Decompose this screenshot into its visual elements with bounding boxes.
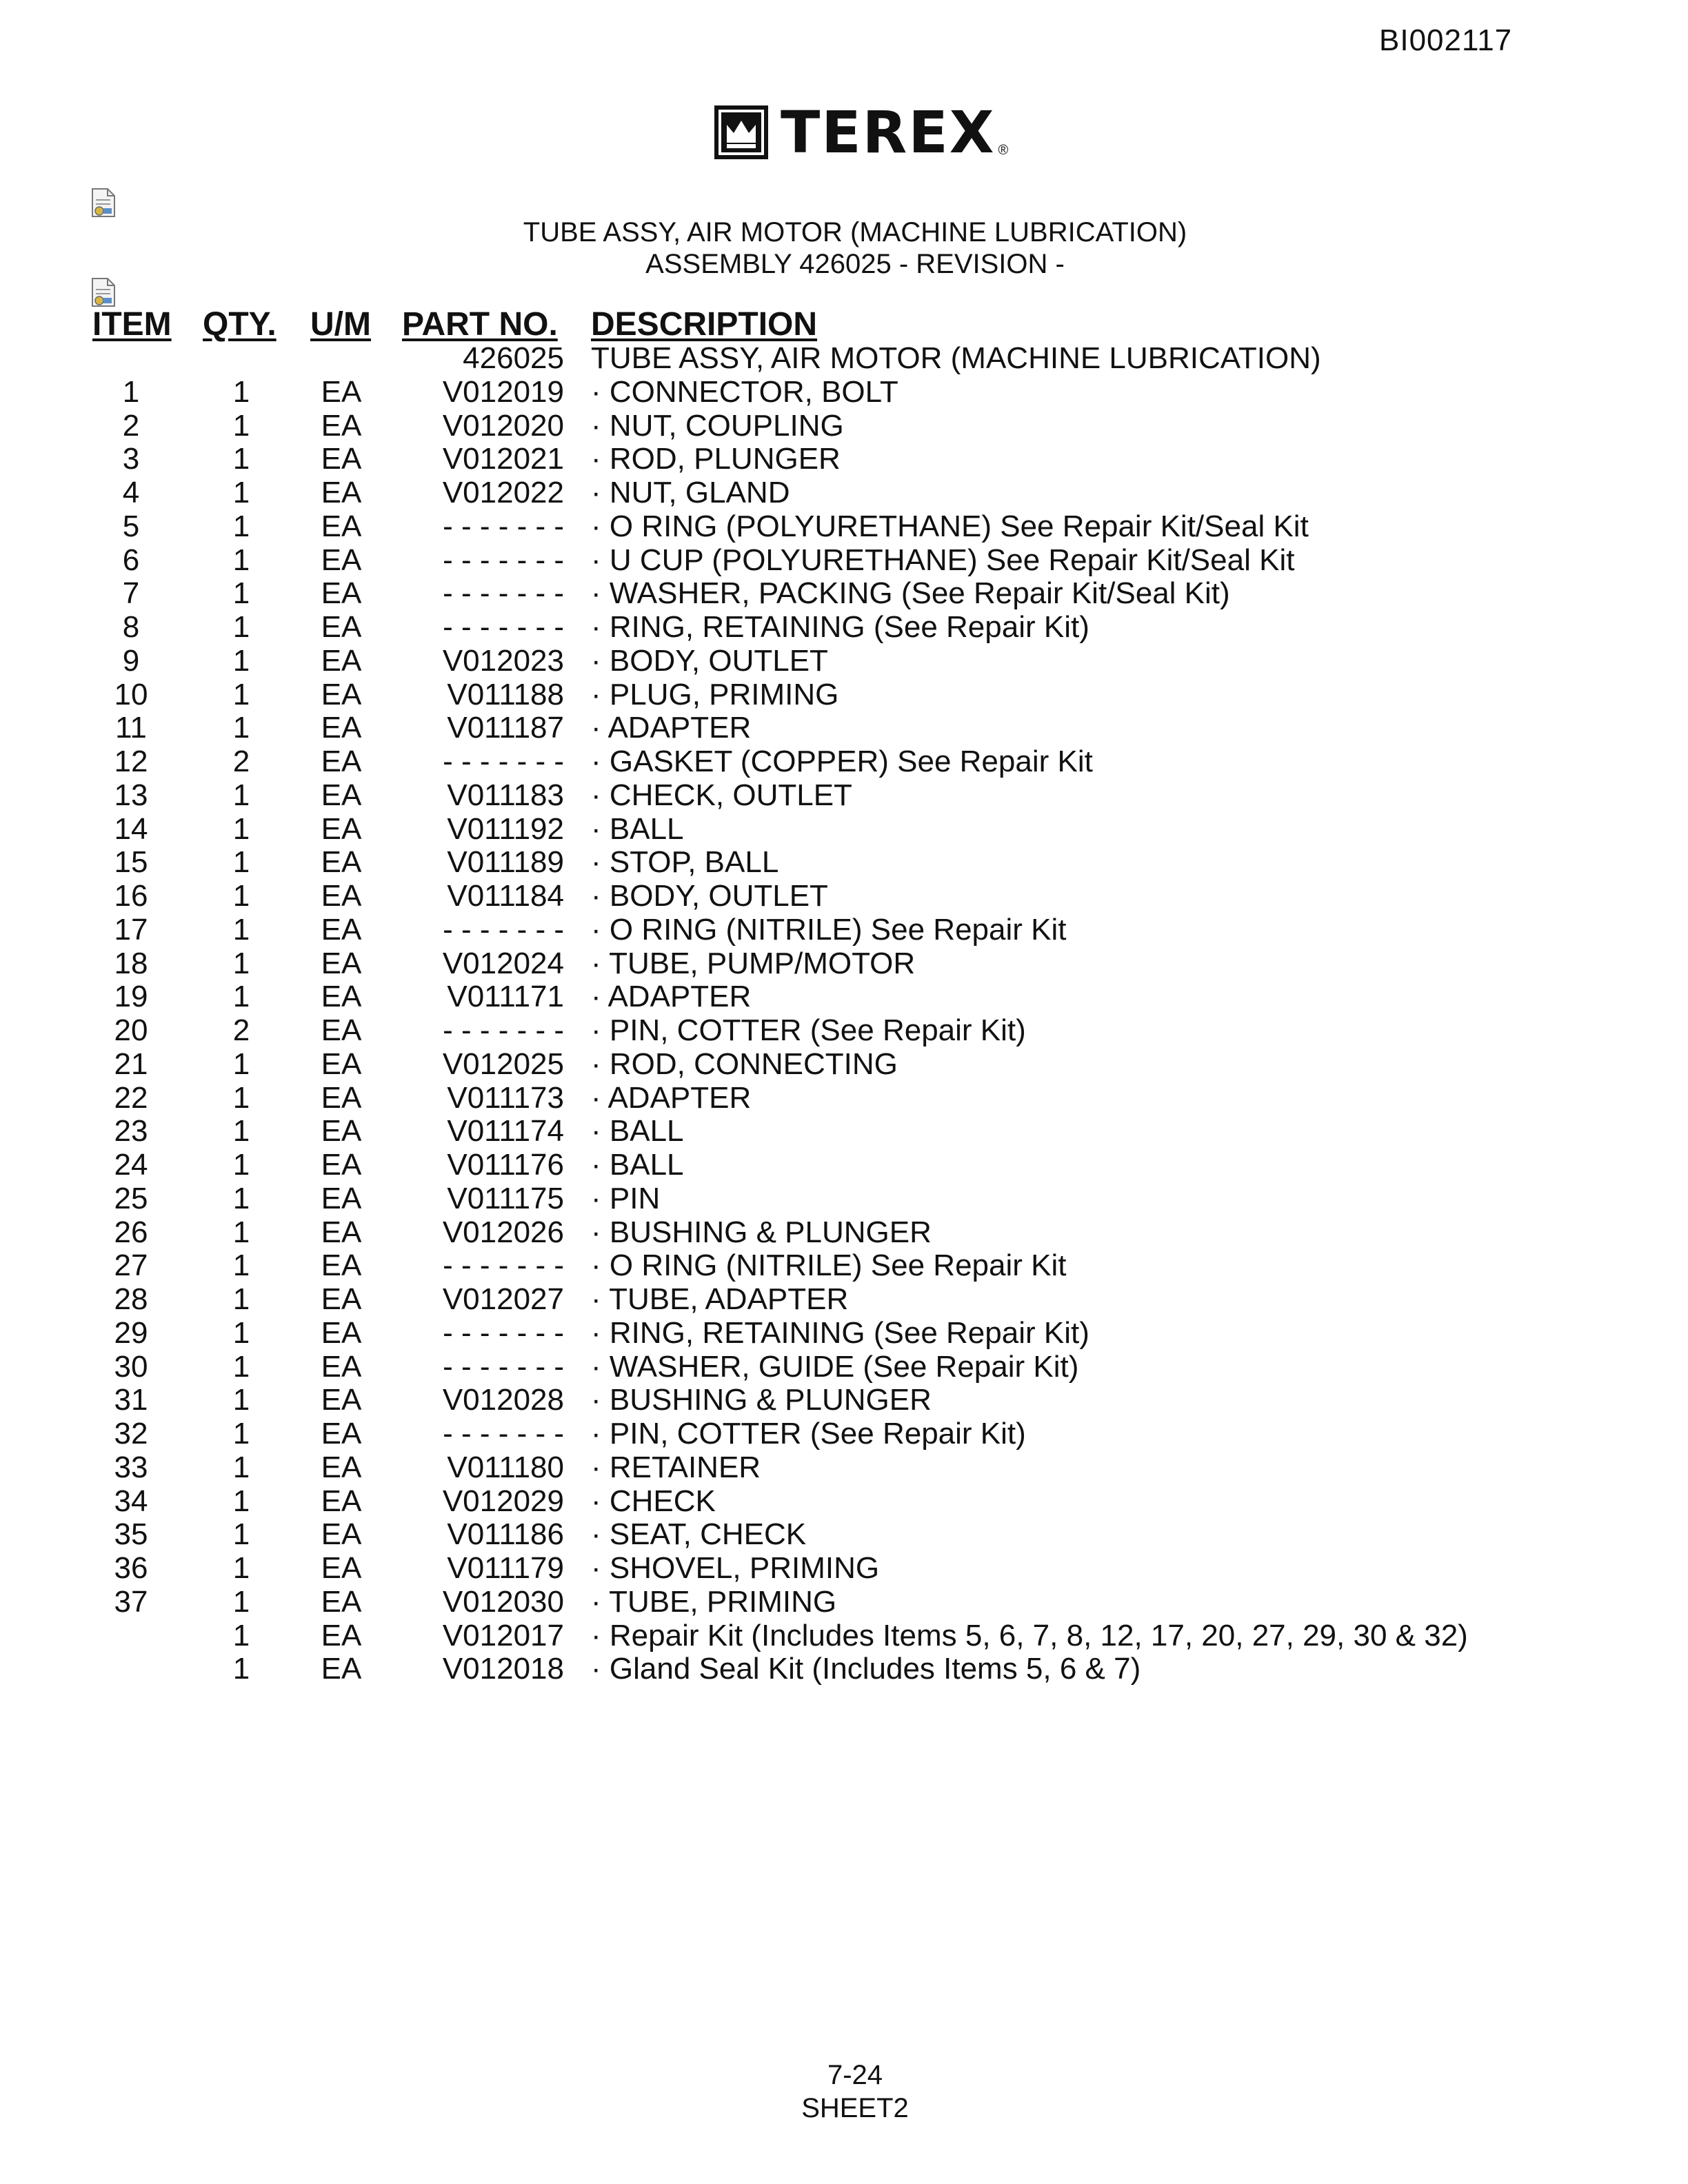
row-item-number: 15 (114, 845, 148, 880)
row-item-number: 9 (122, 643, 140, 678)
title-line-1: TUBE ASSY, AIR MOTOR (MACHINE LUBRICATION) (523, 217, 1187, 247)
row-unit: EA (321, 1046, 362, 1081)
header-item: ITEM (92, 306, 172, 343)
row-quantity: 1 (232, 643, 250, 678)
row-description: · BALL (591, 1114, 684, 1149)
row-description: · NUT, GLAND (591, 476, 790, 509)
row-quantity: 1 (232, 509, 250, 543)
row-quantity: 1 (232, 610, 250, 644)
row-unit: EA (321, 1080, 362, 1115)
row-description: · ROD, PLUNGER (591, 442, 841, 476)
row-item-number: 25 (114, 1181, 148, 1215)
row-item-number: 17 (114, 912, 148, 947)
row-unit: EA (321, 1517, 362, 1552)
row-part-number: V011180 (447, 1450, 564, 1484)
row-part-number: - - - - - - - (443, 912, 564, 947)
table-row (0, 410, 1688, 443)
table-row (0, 1652, 1688, 1686)
table-row (0, 813, 1688, 846)
row-unit: EA (321, 442, 362, 476)
row-item-number: 18 (114, 946, 148, 980)
table-row (0, 947, 1688, 980)
table-row (0, 544, 1688, 577)
row-description: · PIN (591, 1181, 661, 1215)
row-item-number: 21 (114, 1046, 148, 1081)
row-part-number: - - - - - - - (443, 509, 564, 543)
row-quantity: 1 (232, 1114, 250, 1149)
row-item-number: 13 (114, 778, 148, 812)
table-row (0, 342, 1688, 375)
header-qty: QTY. (203, 306, 277, 343)
row-part-number: V012020 (442, 408, 564, 443)
table-row (0, 1384, 1688, 1417)
row-item-number: 22 (114, 1080, 148, 1115)
table-row (0, 1115, 1688, 1148)
row-description: · WASHER, GUIDE (See Repair Kit) (591, 1349, 1079, 1384)
row-quantity: 1 (232, 711, 250, 745)
row-unit: EA (321, 509, 362, 543)
header-um: U/M (310, 306, 371, 343)
row-unit: EA (321, 778, 362, 812)
row-unit: EA (321, 1618, 362, 1652)
row-unit: EA (321, 1417, 362, 1450)
row-part-number: - - - - - - - (443, 1315, 564, 1350)
row-unit: EA (321, 879, 362, 913)
row-item-number: 37 (114, 1584, 148, 1619)
row-description: · CHECK, OUTLET (591, 778, 852, 812)
row-quantity: 1 (232, 1248, 250, 1283)
row-item-number: 23 (114, 1114, 148, 1149)
sheet-number: SHEET2 (801, 2093, 909, 2123)
row-quantity: 1 (232, 1181, 250, 1215)
row-unit: EA (321, 610, 362, 644)
row-quantity: 1 (232, 1484, 250, 1518)
row-part-number: - - - - - - - (443, 576, 564, 611)
row-quantity: 1 (232, 374, 250, 409)
table-row (0, 711, 1688, 745)
row-description: · PLUG, PRIMING (591, 677, 839, 711)
row-item-number: 26 (114, 1215, 148, 1249)
row-description: · BUSHING & PLUNGER (591, 1383, 932, 1417)
table-row (0, 1619, 1688, 1652)
row-quantity: 1 (232, 1282, 250, 1316)
embedded-document-icon[interactable] (90, 277, 117, 307)
row-part-number: 426025 (463, 341, 564, 375)
table-row (0, 1317, 1688, 1350)
row-description: · ROD, CONNECTING (591, 1046, 898, 1081)
title-line-2: ASSEMBLY 426025 - REVISION - (645, 249, 1065, 279)
row-unit: EA (321, 374, 362, 409)
row-description: · Gland Seal Kit (Includes Items 5, 6 & 7) (591, 1652, 1141, 1686)
row-quantity: 1 (232, 677, 250, 711)
row-description: · CONNECTOR, BOLT (591, 374, 898, 409)
row-unit: EA (321, 1484, 362, 1518)
row-unit: EA (321, 643, 362, 678)
row-quantity: 2 (232, 1013, 250, 1047)
table-row (0, 1351, 1688, 1384)
row-part-number: V011174 (447, 1114, 564, 1149)
row-item-number: 3 (122, 442, 140, 476)
row-part-number: V011189 (447, 845, 564, 880)
row-item-number: 5 (122, 509, 140, 543)
row-item-number: 6 (122, 543, 140, 577)
row-quantity: 1 (232, 1046, 250, 1081)
row-quantity: 1 (232, 576, 250, 611)
row-part-number: - - - - - - - (443, 543, 564, 577)
row-unit: EA (321, 912, 362, 947)
row-quantity: 1 (232, 778, 250, 812)
row-unit: EA (321, 543, 362, 577)
row-description: · CHECK (591, 1484, 716, 1518)
table-row (0, 1182, 1688, 1215)
row-description: · RETAINER (591, 1450, 761, 1484)
table-row (0, 745, 1688, 778)
row-unit: EA (321, 1551, 362, 1585)
table-row (0, 645, 1688, 678)
row-description: · WASHER, PACKING (See Repair Kit/Seal Kit) (591, 576, 1230, 611)
row-part-number: V012029 (442, 1484, 564, 1518)
row-quantity: 1 (232, 1652, 250, 1686)
row-item-number: 10 (114, 677, 148, 711)
row-part-number: - - - - - - - (443, 1349, 564, 1384)
row-part-number: V012017 (442, 1618, 564, 1652)
row-item-number: 32 (114, 1417, 148, 1450)
row-part-number: V011186 (447, 1517, 564, 1552)
row-item-number: 7 (122, 576, 140, 611)
row-unit: EA (321, 1652, 362, 1686)
row-unit: EA (321, 1450, 362, 1484)
header-part-no: PART NO. (402, 306, 558, 343)
row-part-number: V012019 (442, 374, 564, 409)
row-part-number: V011188 (447, 677, 564, 711)
table-row (0, 1249, 1688, 1282)
table-row (0, 1485, 1688, 1518)
row-quantity: 1 (232, 1349, 250, 1384)
row-description: · BODY, OUTLET (591, 879, 828, 913)
row-part-number: V011175 (447, 1181, 564, 1215)
row-description: · NUT, COUPLING (591, 408, 844, 443)
table-row (0, 678, 1688, 711)
table-row (0, 779, 1688, 812)
row-quantity: 1 (232, 543, 250, 577)
table-row (0, 376, 1688, 409)
table-row (0, 510, 1688, 543)
table-row (0, 1451, 1688, 1484)
row-description: · O RING (NITRILE) See Repair Kit (591, 912, 1067, 947)
row-quantity: 1 (232, 1417, 250, 1450)
header-description: DESCRIPTION (591, 306, 818, 343)
row-quantity: 2 (232, 745, 250, 778)
row-part-number: V011192 (447, 811, 564, 846)
row-description: · ADAPTER (591, 711, 752, 745)
table-row (0, 1082, 1688, 1115)
row-description: · TUBE, ADAPTER (591, 1282, 849, 1316)
row-part-number: V011184 (447, 879, 564, 913)
row-description: · STOP, BALL (591, 845, 779, 880)
row-unit: EA (321, 946, 362, 980)
row-description: · ADAPTER (591, 1080, 752, 1115)
row-quantity: 1 (232, 1517, 250, 1552)
row-part-number: V012021 (442, 442, 564, 476)
crown-logo-icon (714, 105, 768, 159)
logo-wordmark: TEREX (781, 99, 996, 166)
row-unit: EA (321, 980, 362, 1014)
row-description: · RING, RETAINING (See Repair Kit) (591, 1315, 1089, 1350)
page-number: 7-24 (827, 2060, 883, 2090)
row-part-number: V011179 (447, 1551, 564, 1585)
row-part-number: V011183 (447, 778, 564, 812)
row-description: · BUSHING & PLUNGER (591, 1215, 932, 1249)
table-row (0, 611, 1688, 644)
row-part-number: V012024 (442, 946, 564, 980)
row-part-number: - - - - - - - (443, 1417, 564, 1450)
table-row (0, 913, 1688, 947)
row-part-number: V011176 (447, 1148, 564, 1182)
row-part-number: - - - - - - - (443, 1248, 564, 1283)
row-item-number: 28 (114, 1282, 148, 1316)
row-description: · ADAPTER (591, 980, 752, 1014)
table-row (0, 1518, 1688, 1551)
row-unit: EA (321, 1181, 362, 1215)
row-unit: EA (321, 711, 362, 745)
row-unit: EA (321, 811, 362, 846)
row-quantity: 1 (232, 1148, 250, 1182)
row-unit: EA (321, 1013, 362, 1047)
document-id: BI002117 (1379, 23, 1513, 57)
row-part-number: - - - - - - - (443, 745, 564, 778)
table-row (0, 846, 1688, 879)
row-item-number: 16 (114, 879, 148, 913)
row-quantity: 1 (232, 912, 250, 947)
row-unit: EA (321, 1349, 362, 1384)
row-item-number: 36 (114, 1551, 148, 1585)
row-part-number: V012027 (442, 1282, 564, 1316)
terex-logo (714, 99, 1009, 166)
row-part-number: - - - - - - - (443, 1013, 564, 1047)
table-row (0, 1014, 1688, 1047)
row-quantity: 1 (232, 1383, 250, 1417)
row-unit: EA (321, 1114, 362, 1149)
row-quantity: 1 (232, 1551, 250, 1585)
row-unit: EA (321, 677, 362, 711)
row-part-number: V011171 (447, 980, 564, 1014)
row-quantity: 1 (232, 1618, 250, 1652)
row-quantity: 1 (232, 980, 250, 1014)
row-quantity: 1 (232, 1080, 250, 1115)
row-item-number: 34 (114, 1484, 148, 1518)
row-item-number: 2 (122, 408, 140, 443)
row-part-number: V012028 (442, 1383, 564, 1417)
row-part-number: V012025 (442, 1046, 564, 1081)
row-unit: EA (321, 1282, 362, 1316)
row-unit: EA (321, 408, 362, 443)
table-row (0, 1586, 1688, 1619)
row-part-number: V011173 (447, 1080, 564, 1115)
row-unit: EA (321, 845, 362, 880)
row-unit: EA (321, 576, 362, 611)
row-description: · U CUP (POLYURETHANE) See Repair Kit/Seal Kit (591, 543, 1295, 577)
table-row (0, 980, 1688, 1013)
row-item-number: 30 (114, 1349, 148, 1384)
table-row (0, 577, 1688, 610)
row-item-number: 31 (114, 1383, 148, 1417)
row-unit: EA (321, 745, 362, 778)
row-description: · TUBE, PRIMING (591, 1584, 837, 1619)
registered-mark: ® (998, 143, 1009, 158)
row-description: · TUBE, PUMP/MOTOR (591, 946, 916, 980)
row-description: · SEAT, CHECK (591, 1517, 807, 1552)
row-description: · BALL (591, 811, 684, 846)
row-item-number: 19 (114, 980, 148, 1014)
row-unit: EA (321, 1315, 362, 1350)
row-description: · Repair Kit (Includes Items 5, 6, 7, 8, 12, 17, 20, 27, 29, 30 & 32) (591, 1618, 1468, 1652)
document-title (0, 216, 1688, 280)
row-unit: EA (321, 1383, 362, 1417)
row-item-number: 4 (122, 476, 140, 509)
row-description: · BALL (591, 1148, 684, 1182)
row-item-number: 1 (122, 374, 140, 409)
row-item-number: 33 (114, 1450, 148, 1484)
row-unit: EA (321, 476, 362, 509)
row-item-number: 14 (114, 811, 148, 846)
table-row (0, 1552, 1688, 1585)
page-footer (0, 2059, 1688, 2125)
row-quantity: 1 (232, 1315, 250, 1350)
row-description: · RING, RETAINING (See Repair Kit) (591, 610, 1089, 644)
table-row (0, 443, 1688, 476)
row-quantity: 1 (232, 408, 250, 443)
row-part-number: - - - - - - - (443, 610, 564, 644)
table-row (0, 1048, 1688, 1081)
row-quantity: 1 (232, 442, 250, 476)
row-quantity: 1 (232, 811, 250, 846)
row-quantity: 1 (232, 845, 250, 880)
row-unit: EA (321, 1248, 362, 1283)
row-item-number: 20 (114, 1013, 148, 1047)
row-item-number: 8 (122, 610, 140, 644)
row-part-number: V012023 (442, 643, 564, 678)
row-quantity: 1 (232, 879, 250, 913)
row-part-number: V011187 (447, 711, 564, 745)
table-row (0, 1417, 1688, 1450)
table-row (0, 1149, 1688, 1182)
row-part-number: V012018 (442, 1652, 564, 1686)
row-unit: EA (321, 1584, 362, 1619)
row-quantity: 1 (232, 946, 250, 980)
row-quantity: 1 (232, 476, 250, 509)
row-quantity: 1 (232, 1215, 250, 1249)
table-row (0, 1283, 1688, 1316)
row-description: · PIN, COTTER (See Repair Kit) (591, 1417, 1026, 1450)
row-item-number: 35 (114, 1517, 148, 1552)
row-part-number: V012022 (442, 476, 564, 509)
table-row (0, 1216, 1688, 1249)
row-item-number: 11 (115, 711, 147, 745)
row-part-number: V012030 (442, 1584, 564, 1619)
embedded-document-icon[interactable] (90, 188, 117, 218)
row-item-number: 27 (114, 1248, 148, 1283)
row-description: · SHOVEL, PRIMING (591, 1551, 880, 1585)
row-description: · O RING (NITRILE) See Repair Kit (591, 1248, 1067, 1283)
row-unit: EA (321, 1148, 362, 1182)
row-item-number: 12 (114, 745, 148, 778)
row-description: TUBE ASSY, AIR MOTOR (MACHINE LUBRICATION) (591, 341, 1321, 375)
row-description: · O RING (POLYURETHANE) See Repair Kit/Seal Kit (591, 509, 1309, 543)
row-description: · PIN, COTTER (See Repair Kit) (591, 1013, 1026, 1047)
table-row (0, 880, 1688, 913)
row-part-number: V012026 (442, 1215, 564, 1249)
table-row (0, 476, 1688, 509)
row-quantity: 1 (232, 1584, 250, 1619)
row-item-number: 24 (114, 1148, 148, 1182)
row-unit: EA (321, 1215, 362, 1249)
row-quantity: 1 (232, 1450, 250, 1484)
row-item-number: 29 (114, 1315, 148, 1350)
row-description: · GASKET (COPPER) See Repair Kit (591, 745, 1093, 778)
row-description: · BODY, OUTLET (591, 643, 828, 678)
